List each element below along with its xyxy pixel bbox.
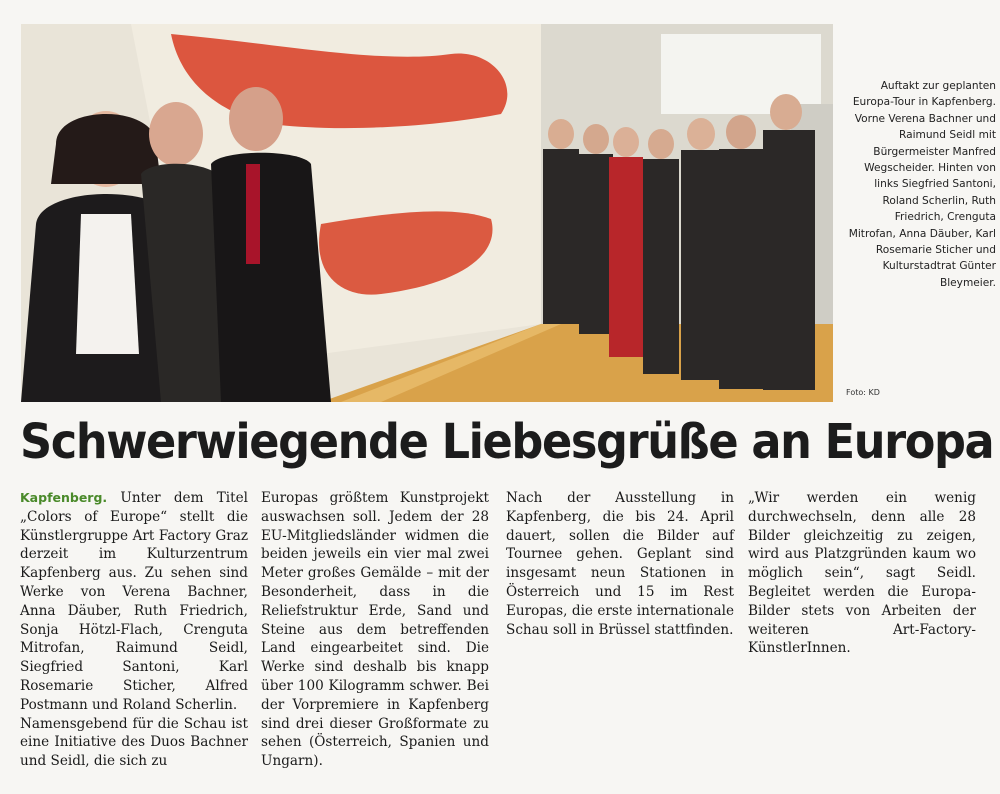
column-3-text: Nach der Ausstellung in Kapfenberg, die bis 24. April dauert, sollen die Bilder auf Tournee gehen. Geplant sind insgesamt neun Stationen in Österreich und 15 im Rest Europas, die erste internationale Schau soll in Brüssel stattfinden.: [506, 490, 734, 638]
article-column-3: [506, 489, 734, 639]
article-column-4: [748, 489, 976, 658]
column-1-paragraph-2: Namensgebend für die Schau ist eine Initiative des Duos Bachner und Seidl, die sich zu: [20, 715, 248, 770]
column-4-text: „Wir werden ein wenig durchwechseln, denn alle 28 Bilder gleichzeitig zu zeigen, wird aus Platzgründen kaum wo möglich sein“, sagt Seidl. Begleitet werden die Europa-Bilder stets von Arbeiten der weiteren Art-Factory-KünstlerInnen.: [748, 490, 976, 657]
article-column-1: [20, 489, 248, 771]
article-column-2: [261, 489, 489, 771]
article-headline: Schwerwiegende Liebesgrüße an Europa: [20, 414, 994, 470]
dateline-place: Kapfenberg.: [20, 490, 108, 505]
photo-credit: Foto: KD: [846, 388, 880, 397]
group-photo: [21, 24, 833, 402]
photo-illustration: [21, 24, 833, 402]
column-2-text: Europas größtem Kunstprojekt auswachsen soll. Jedem der 28 EU-Mitgliedsländer widmen die beiden jeweils ein vier mal zwei Meter großes Gemälde – mit der Besonderheit, dass in die Reliefstruktur Erde, Sand und Steine aus dem betreffenden Land eingearbeitet sind. Die Werke sind deshalb bis knapp über 100 Kilogramm schwer. Bei der Vorpremiere in Kapfenberg sind drei dieser Großformate zu sehen (Österreich, Spanien und Ungarn).: [261, 490, 489, 770]
photo-caption: Auftakt zur geplanten Europa-Tour in Kapfenberg. Vorne Verena Bachner und Raimund Seidl mit Bürgermeister Manfred Wegscheider. Hinten von links Siegfried Santoni, Roland Scherlin, Ruth Friedrich, Crenguta Mitrofan, Anna Däuber, Karl Rosemarie Sticher und Kulturstadtrat Günter Bleymeier.: [848, 80, 996, 289]
column-1-paragraph-1: Unter dem Titel „Colors of Europe“ stellt die Künstlergruppe Art Factory Graz derzeit im Kulturzentrum Kapfenberg aus. Zu sehen sind Werke von Verena Bachner, Anna Däuber, Ruth Friedrich, Sonja Hötzl-Flach, Crenguta Mitrofan, Raimund Seidl, Siegfried Santoni, Karl Rosemarie Sticher, Alfred Postmann und Roland Scherlin.: [20, 490, 248, 713]
